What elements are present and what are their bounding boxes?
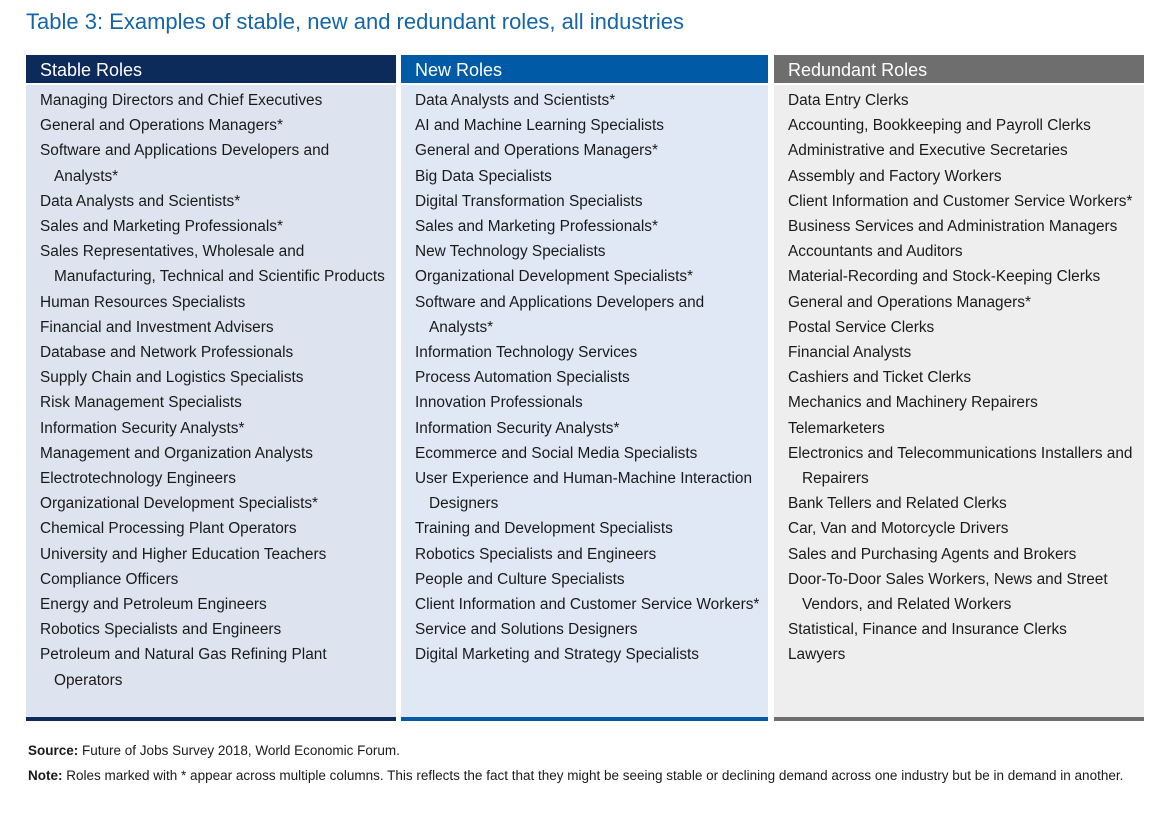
role-item: New Technology Specialists [415, 243, 606, 261]
role-item: Service and Solutions Designers [415, 621, 638, 639]
role-item: Digital Transformation Specialists [415, 192, 643, 210]
role-item: Client Information and Customer Service Workers* [415, 596, 760, 614]
role-item: Chemical Processing Plant Operators [40, 520, 297, 538]
role-item: Car, Van and Motorcycle Drivers [788, 520, 1009, 538]
role-item: Compliance Officers [40, 570, 179, 588]
stable-roles-column [26, 55, 396, 721]
stable-roles-list [26, 85, 396, 693]
role-item: Risk Management Specialists [40, 394, 242, 412]
role-item: User Experience and Human-Machine Interaction Designers [415, 470, 753, 513]
role-item: Human Resources Specialists [40, 293, 246, 311]
role-item: Organizational Development Specialists* [415, 268, 694, 286]
role-item: Supply Chain and Logistics Specialists [40, 369, 304, 387]
role-item: Energy and Petroleum Engineers [40, 596, 267, 614]
role-item: Data Analysts and Scientists* [40, 192, 241, 210]
role-item: Process Automation Specialists [415, 369, 630, 387]
redundant-roles-column [774, 55, 1144, 721]
role-item: Big Data Specialists [415, 167, 552, 185]
role-item: Robotics Specialists and Engineers [415, 545, 657, 563]
new-roles-column [401, 55, 768, 721]
role-item: Innovation Professionals [415, 394, 583, 412]
redundant-roles-header: Redundant Roles [774, 55, 1144, 85]
role-item: Client Information and Customer Service Workers* [788, 192, 1133, 210]
role-item: Postal Service Clerks [788, 318, 935, 336]
source-label: Source: [28, 743, 79, 758]
role-item: Door-To-Door Sales Workers, News and Street Vendors, and Related Workers [788, 570, 1108, 614]
page-title: Table 3: Examples of stable, new and redundant roles, all industries [26, 9, 684, 34]
source-note [28, 743, 400, 758]
source-text: Future of Jobs Survey 2018, World Economic Forum. [82, 743, 400, 758]
role-item: Petroleum and Natural Gas Refining Plant Operators [40, 646, 327, 689]
role-item: Electronics and Telecommunications Installers and Repairers [788, 444, 1133, 488]
role-item: Telemarketers [788, 419, 885, 437]
role-item: Management and Organization Analysts [40, 444, 313, 462]
role-item: Information Security Analysts* [415, 419, 620, 437]
note-label: Note: [28, 768, 63, 783]
note-text: Roles marked with * appear across multiple columns. This reflects the fact that they might be seeing stable or declining demand across one industry but be in demand in another. [66, 768, 1124, 783]
new-roles-header: New Roles [401, 55, 768, 85]
role-item: Ecommerce and Social Media Specialists [415, 444, 698, 462]
role-item: Data Analysts and Scientists* [415, 92, 616, 109]
role-item: General and Operations Managers* [415, 142, 658, 160]
role-item: Lawyers [788, 646, 846, 664]
stable-roles-header: Stable Roles [26, 55, 396, 85]
role-item: Training and Development Specialists [415, 520, 673, 538]
redundant-roles-list [774, 85, 1144, 668]
role-item: Sales and Purchasing Agents and Brokers [788, 545, 1077, 563]
role-item: Cashiers and Ticket Clerks [788, 369, 972, 387]
role-item: General and Operations Managers* [40, 117, 283, 135]
role-item: Digital Marketing and Strategy Specialists [415, 646, 700, 664]
role-item: Managing Directors and Chief Executives [40, 92, 323, 109]
role-item: General and Operations Managers* [788, 293, 1031, 311]
role-item: Financial Analysts [788, 344, 912, 362]
new-roles-list [401, 85, 768, 668]
role-item: AI and Machine Learning Specialists [415, 117, 664, 135]
role-item: Database and Network Professionals [40, 344, 294, 362]
role-item: Accountants and Auditors [788, 243, 963, 261]
role-item: Sales and Marketing Professionals* [415, 218, 658, 236]
footnote [28, 767, 1138, 785]
role-item: Software and Applications Developers and Analysts* [40, 142, 330, 185]
role-item: Information Security Analysts* [40, 419, 245, 437]
role-item: Administrative and Executive Secretaries [788, 142, 1068, 160]
role-item: Accounting, Bookkeeping and Payroll Clerks [788, 117, 1091, 135]
role-item: Organizational Development Specialists* [40, 495, 319, 513]
role-item: Bank Tellers and Related Clerks [788, 495, 1007, 513]
role-item: Material-Recording and Stock-Keeping Clerks [788, 268, 1101, 286]
role-item: Assembly and Factory Workers [788, 167, 1002, 185]
role-item: Financial and Investment Advisers [40, 318, 274, 336]
role-item: Sales Representatives, Wholesale and Manufacturing, Technical and Scientific Products [40, 243, 385, 286]
role-item: People and Culture Specialists [415, 570, 625, 588]
role-item: Business Services and Administration Managers [788, 218, 1118, 236]
role-item: Information Technology Services [415, 344, 638, 362]
role-item: University and Higher Education Teachers [40, 545, 327, 563]
role-item: Robotics Specialists and Engineers [40, 621, 282, 639]
role-item: Electrotechnology Engineers [40, 470, 236, 488]
role-item: Data Entry Clerks [788, 92, 909, 109]
role-item: Mechanics and Machinery Repairers [788, 394, 1038, 412]
role-item: Software and Applications Developers and Analysts* [415, 293, 705, 336]
role-item: Statistical, Finance and Insurance Clerks [788, 621, 1067, 639]
role-item: Sales and Marketing Professionals* [40, 218, 283, 236]
